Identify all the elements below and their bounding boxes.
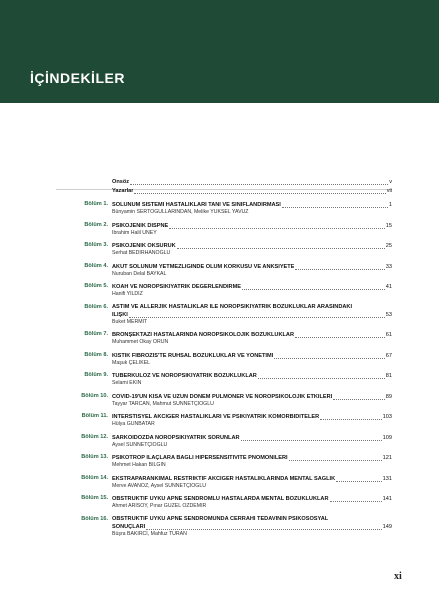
chapter-page: 25 — [385, 243, 392, 249]
chapter-page: 109 — [382, 434, 392, 441]
toc-chapter[interactable] — [56, 352, 392, 367]
chapter-page: 41 — [385, 284, 392, 290]
chapter-page: 103 — [382, 414, 392, 420]
chapter-title: EKSTRAPARANKİMAL RESTRİKTİF AKCİĞER HASTALIKLARINDA MENTAL SAĞLIK — [112, 475, 336, 482]
chapter-page: 141 — [382, 496, 392, 502]
chapter-page: 67 — [385, 352, 392, 359]
chapter-title-line1: OBSTRÜKTİF UYKU APNE SENDROMUNDA CERRAHİ TEDAVİNİN PSİKOSOSYAL — [112, 515, 329, 522]
toc-chapter[interactable] — [56, 475, 392, 490]
chapter-page: 33 — [385, 263, 392, 270]
chapter-authors: Maşuk ÇELİKEL — [112, 359, 151, 366]
toc-chapter[interactable] — [56, 201, 392, 216]
chapter-authors: Buket MERMİT — [112, 318, 148, 325]
chapter-title: PSİKOJENİK ÖKSÜRÜK — [112, 243, 176, 249]
leader-dots — [242, 283, 385, 290]
chapter-title: PSİKOTROP İLAÇLARA BAĞLI HİPERSENSİTİVİTE PNÖMONİLERİ — [112, 455, 288, 461]
chapter-title: İLİŞKİ — [112, 311, 128, 318]
leader-dots — [129, 311, 385, 318]
chapter-label: Bölüm 6. — [84, 303, 108, 310]
leader-dots — [295, 331, 385, 338]
chapter-title: SARKOİDOZDA NÖROPSİKİYATRİK SORUNLAR — [112, 434, 240, 441]
chapter-title: AKUT SOLUNUM YETMEZLİĞİNDE ÖLÜM KORKUSU VE ANKSİYETE — [112, 263, 295, 270]
chapter-title: SOLUNUM SİSTEMİ HASTALIKLARI TANI VE SINIFLANDIRMASI — [112, 202, 281, 208]
chapter-title: KOAH VE NÖROPSİKİYATRİK DEĞERLENDİRME — [112, 284, 241, 290]
leader-dots — [241, 434, 382, 441]
chapter-page: 61 — [385, 332, 392, 338]
toc-page: v — [389, 179, 392, 185]
chapter-title: KİSTİK FİBROZİS'TE RUHSAL BOZUKLUKLAR VE YÖNETİMİ — [112, 352, 274, 359]
chapter-authors: Hülya GÜNBATAR — [112, 421, 155, 427]
chapter-title-line1: ASTIM VE ALLERJİK HASTALIKLAR İLE NÖROPSİKİYATRİK BOZUKLUKLAR ARASINDAKİ — [112, 303, 353, 310]
chapter-label: Bölüm 13. — [81, 454, 108, 460]
chapter-label: Bölüm 10. — [81, 392, 108, 399]
chapter-label: Bölüm 8. — [84, 351, 108, 358]
chapter-authors: Hanifi YILDIZ — [112, 291, 143, 297]
chapter-authors: Nuruban Delal BAYKAL — [112, 270, 167, 277]
chapter-authors: İbrahim Halil ÜNEY — [112, 229, 157, 236]
chapter-label: Bölüm 2. — [84, 221, 108, 228]
toc-front-item[interactable] — [56, 178, 392, 186]
header-banner — [0, 0, 439, 103]
leader-dots — [258, 372, 385, 379]
toc-chapter[interactable] — [56, 393, 392, 408]
chapter-authors: Mehmet Hakan BİLGİN — [112, 462, 166, 468]
chapter-label: Bölüm 3. — [84, 242, 108, 248]
leader-dots — [130, 178, 388, 185]
chapter-title: OBSTRÜKTİF UYKU APNE SENDROMLU HASTALARDA MENTAL BOZUKLUKLAR — [112, 496, 329, 502]
leader-dots — [274, 352, 385, 359]
chapter-authors: Ahmet ARISOY, Pınar GÜZEL ÖZDEMİR — [112, 503, 207, 509]
chapter-authors: Serhat BEDİRHANOĞLU — [112, 250, 171, 256]
chapter-page: 15 — [385, 222, 392, 229]
chapter-label: Bölüm 12. — [81, 433, 108, 440]
chapter-page: 131 — [382, 475, 392, 482]
toc-chapter[interactable] — [56, 454, 392, 469]
chapter-label: Bölüm 11. — [81, 413, 108, 419]
chapter-page: 53 — [385, 311, 392, 318]
table-of-contents — [56, 178, 392, 543]
chapter-authors: Muhammet Okay ÖRÜN — [112, 339, 169, 345]
toc-front-item[interactable] — [56, 187, 392, 195]
toc-chapter[interactable] — [56, 242, 392, 257]
chapter-label: Bölüm 5. — [84, 283, 108, 289]
chapter-label: Bölüm 15. — [81, 495, 108, 501]
page-number: xi — [394, 571, 402, 582]
leader-dots — [336, 475, 382, 482]
leader-dots — [330, 495, 382, 502]
leader-dots — [134, 187, 385, 194]
leader-dots — [320, 413, 381, 420]
toc-chapter[interactable] — [56, 413, 392, 428]
toc-title: Yazarlar — [112, 188, 134, 194]
toc-chapter[interactable] — [56, 283, 392, 298]
chapter-page: 81 — [385, 373, 392, 379]
chapter-title: TÜBERKÜLOZ VE NÖROPSİKİYATRİK BOZUKLUKLAR — [112, 373, 257, 379]
chapter-authors: Merve AVANOZ, Aysel SÜNNETÇİOĞLU — [112, 482, 206, 489]
toc-chapter[interactable] — [56, 331, 392, 346]
leader-dots — [282, 201, 388, 208]
toc-chapter[interactable] — [56, 263, 392, 278]
chapter-label: Bölüm 7. — [84, 331, 108, 337]
toc-chapter[interactable] — [56, 372, 392, 387]
page-title: İÇİNDEKİLER — [30, 70, 125, 86]
chapter-authors: Aysel SÜNNETÇİOĞLU — [112, 441, 168, 448]
chapter-title: SONUÇLARI — [112, 523, 146, 530]
chapter-page: 149 — [382, 523, 392, 530]
toc-chapter[interactable] — [56, 495, 392, 510]
chapter-label: Bölüm 14. — [81, 474, 108, 481]
chapter-page: 1 — [388, 202, 392, 208]
chapter-label: Bölüm 9. — [84, 372, 108, 378]
toc-title: Önsöz — [112, 179, 130, 185]
chapter-authors: Büşra BAKIRCI, Mahfuz TURAN — [112, 530, 187, 537]
leader-dots — [333, 393, 385, 400]
chapter-title: BRONŞEKTAZİ HASTALARINDA NÖROPSİKOLOJİK BOZUKLUKLAR — [112, 332, 294, 338]
chapter-page: 121 — [382, 455, 392, 461]
chapter-page: 89 — [385, 393, 392, 400]
leader-dots — [169, 222, 385, 229]
toc-page: vii — [386, 188, 392, 194]
chapter-title: COVID-19'UN KISA VE UZUN DÖNEM PULMONER VE NÖROPSİKOLOJİK ETKİLERİ — [112, 393, 333, 400]
leader-dots — [289, 454, 382, 461]
chapter-label: Bölüm 4. — [84, 262, 108, 269]
chapter-authors: Bünyamin SERTOGULLARINDAN, Melike YÜKSEL YAVUZ — [112, 209, 249, 215]
chapter-authors: Selami EKİN — [112, 380, 142, 386]
leader-dots — [146, 523, 381, 530]
toc-chapter[interactable] — [56, 516, 392, 538]
chapter-authors: Tayyar TARCAN, Mahmut SÜNNETÇİOĞLU — [112, 400, 214, 407]
chapter-title: İNTERSTİSYEL AKCİĞER HASTALIKLARI VE PSİKİYATRİK KOMORBİDİTELER — [112, 414, 320, 420]
chapter-label: Bölüm 1. — [84, 201, 108, 207]
toc-chapter[interactable] — [56, 222, 392, 237]
leader-dots — [295, 263, 384, 270]
chapter-label: Bölüm 16. — [81, 515, 108, 522]
toc-chapter[interactable] — [56, 434, 392, 449]
toc-chapter[interactable] — [56, 304, 392, 326]
leader-dots — [177, 242, 385, 249]
chapter-title: PSİKOJENİK DİSPNE — [112, 222, 169, 229]
